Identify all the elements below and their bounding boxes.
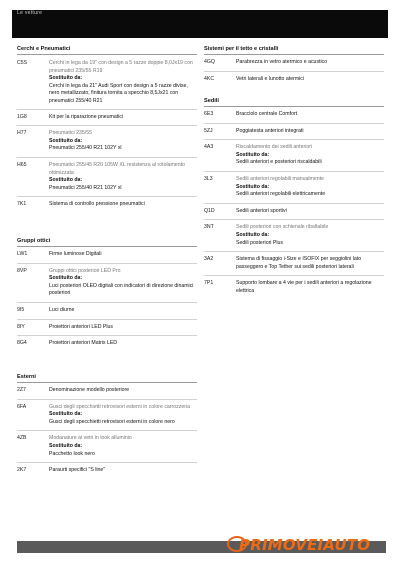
option-code: 4ZB <box>17 435 27 442</box>
logo-text: PRIMOVEIAUTO <box>239 536 371 554</box>
right-column <box>204 45 384 299</box>
option-description <box>236 208 384 216</box>
dealer-logo <box>227 533 377 557</box>
option-description <box>49 251 197 259</box>
header-title: Le vetture <box>17 10 43 16</box>
replacement-option: Sedili anteriori e posteriori riscaldabili <box>236 159 322 166</box>
option-text: Supporto lombare a 4 vie per i sedili anteriori a regolazione elettrica <box>236 280 372 294</box>
option-code: C5S <box>17 60 28 66</box>
replacement-option: Gusci degli specchietti retrovisori esterni in colore nero <box>49 418 175 425</box>
option-description <box>49 324 197 332</box>
option-description <box>49 114 197 122</box>
section-title: Sistemi per il tetto e cristalli <box>204 46 279 52</box>
option-code: 8VP <box>17 267 27 274</box>
option-description <box>236 59 384 67</box>
option-text: Sistema di fissaggio i-Size e ISOFIX per seggiolini lato passeggero e Top Tether sui sedili posteriori laterali <box>236 256 362 270</box>
option-row <box>204 220 384 252</box>
replaced-by-label: Sostituito da: <box>49 137 83 144</box>
option-row <box>17 400 197 432</box>
option-row <box>17 383 197 400</box>
option-row <box>204 276 384 298</box>
option-row <box>204 107 384 124</box>
header-bar <box>12 10 388 38</box>
option-row <box>17 264 197 303</box>
replacement-option: Pneumatici 255/40 R21 102Y xl <box>49 184 122 191</box>
option-code: 4GQ <box>204 59 215 65</box>
option-row <box>204 204 384 221</box>
option-text: Bracciolo centrale Comfort <box>236 111 298 117</box>
replaced-by-label: Sostituito da: <box>49 177 83 184</box>
option-code: LW1 <box>17 251 28 257</box>
option-row <box>204 124 384 141</box>
option-code: 6FA <box>17 403 27 410</box>
option-list <box>17 383 197 478</box>
option-code: 2K7 <box>17 467 27 474</box>
option-text: Proiettori anteriori LED Plus <box>49 323 114 330</box>
original-option: Riscaldamento dei sedili anteriori <box>236 144 313 151</box>
option-description <box>236 144 384 167</box>
option-code: 4A3 <box>204 144 214 151</box>
option-row <box>17 303 197 320</box>
option-row <box>17 336 197 351</box>
option-row <box>17 197 197 212</box>
replacement-option: Pneumatici 255/40 R21 102Y xl <box>49 145 122 152</box>
option-row <box>204 252 384 276</box>
option-description <box>49 404 197 427</box>
section-title: Gruppi ottici <box>17 238 51 244</box>
original-option: Pneumatici 235/55 <box>49 130 92 137</box>
replacement-option: Sedili anteriori regolabili elettricamente <box>236 191 326 198</box>
option-text: Firme luminose Digitali <box>49 251 102 257</box>
section-cerchi-pneumatici <box>17 45 197 233</box>
option-text: Proiettori anteriori Matrix LED <box>49 340 118 347</box>
replacement-option: Cerchi in lega da 21" Audi Sport con design a 5 razze divise, nero metallizzato, finitura tornita a specchio 8,5Jx21 con pneumatici 255/40 R21 <box>49 82 188 104</box>
original-option: Modanature ai vetri in look alluminio <box>49 435 132 442</box>
original-option: Sedili posteriori con schienale ribaltabile <box>236 224 329 231</box>
option-row <box>17 55 197 110</box>
option-description <box>49 387 197 395</box>
option-row <box>17 463 197 478</box>
option-description <box>236 128 384 136</box>
replaced-by-label: Sostituito da: <box>49 275 83 282</box>
option-code: 7K1 <box>17 201 27 208</box>
option-text: Paraurti specifici "S line" <box>49 467 106 474</box>
option-code: 8G4 <box>17 340 27 347</box>
replaced-by-label: Sostituito da: <box>236 151 270 158</box>
option-description <box>49 340 197 348</box>
option-description <box>236 176 384 199</box>
option-code: 3A2 <box>204 256 214 263</box>
replaced-by-label: Sostituito da: <box>49 75 83 82</box>
option-description <box>236 111 384 119</box>
option-text: Sedili anteriori sportivi <box>236 207 287 214</box>
option-code: H65 <box>17 161 27 168</box>
option-list <box>204 55 384 86</box>
section-title: Cerchi e Pneumatici <box>17 46 71 52</box>
option-description <box>236 76 384 84</box>
original-option: Cerchi in lega da 19" con design a 5 razze doppie 8,0Jx19 con pneumatici 235/55 R19 <box>49 60 193 74</box>
section-gruppi-ottici <box>17 237 197 365</box>
option-list <box>204 107 384 299</box>
original-option: Pneumatici 255/45 R20 105W XL resistenza al rotolamento ottimizzata <box>49 161 185 176</box>
option-description <box>49 162 197 192</box>
option-row <box>204 72 384 87</box>
left-column <box>17 45 197 478</box>
option-row <box>17 247 197 264</box>
section-tetto-cristalli <box>204 45 384 91</box>
option-row <box>204 172 384 204</box>
original-option: Sedili anteriori regolabili manualmente <box>236 175 324 182</box>
replaced-by-label: Sostituito da: <box>49 442 83 449</box>
replaced-by-label: Sostituito da: <box>236 231 270 238</box>
option-description <box>236 280 384 295</box>
option-code: Q1D <box>204 207 215 214</box>
option-description <box>49 435 197 458</box>
section-esterni <box>17 373 197 478</box>
option-row <box>17 126 197 158</box>
option-code: 1G8 <box>17 113 27 120</box>
option-text: Luci diurne <box>49 306 75 313</box>
option-description <box>49 467 197 475</box>
option-code: 6E3 <box>204 111 214 117</box>
replacement-option: Sedili posteriori Plus <box>236 239 283 246</box>
option-list <box>17 247 197 351</box>
option-code: 3L3 <box>204 175 213 182</box>
option-text: Denominazione modello posteriore <box>49 387 130 393</box>
option-code: 3NT <box>204 224 214 231</box>
replacement-option: Pacchetto look nero <box>49 450 95 457</box>
option-description <box>49 60 197 106</box>
option-row <box>17 320 197 337</box>
section-title: Sedili <box>204 98 219 104</box>
option-description <box>49 130 197 153</box>
option-description <box>49 201 197 209</box>
option-description <box>236 256 384 271</box>
option-text: Parabrezza in vetro atermico e acustico <box>236 59 328 65</box>
option-row <box>204 140 384 172</box>
option-text: Vetri laterali e lunotto atermici <box>236 75 305 82</box>
option-text: Sistema di controllo pressione pneumatici <box>49 201 145 208</box>
option-code: 5ZJ <box>204 127 213 134</box>
option-row <box>17 110 197 127</box>
original-option: Gruppi ottici posteriori LED Pro <box>49 267 121 274</box>
option-row <box>17 158 197 197</box>
option-row <box>204 55 384 72</box>
option-description <box>236 224 384 247</box>
option-code: 2Z7 <box>17 387 26 393</box>
option-description <box>49 307 197 315</box>
replaced-by-label: Sostituito da: <box>236 183 270 190</box>
option-code: 4KC <box>204 75 215 82</box>
replaced-by-label: Sostituito da: <box>49 411 83 418</box>
option-list <box>17 55 197 212</box>
option-code: 8IY <box>17 323 25 330</box>
option-text: Kit per la riparazione pneumatici <box>49 113 124 120</box>
section-title: Esterni <box>17 374 36 380</box>
option-description <box>49 268 197 298</box>
option-text: Poggiatesta anteriori integrati <box>236 127 304 134</box>
option-row <box>17 431 197 463</box>
original-option: Gusci degli specchietti retrovisori esterni in colore carrozzeria <box>49 403 190 410</box>
replacement-option: Luci posteriori OLED digitali con indicatori di direzione dinamici posteriori <box>49 282 194 297</box>
option-code: H77 <box>17 130 27 137</box>
option-code: 7P1 <box>204 280 214 287</box>
option-code: 9I5 <box>17 306 25 313</box>
section-sedili <box>204 97 384 299</box>
